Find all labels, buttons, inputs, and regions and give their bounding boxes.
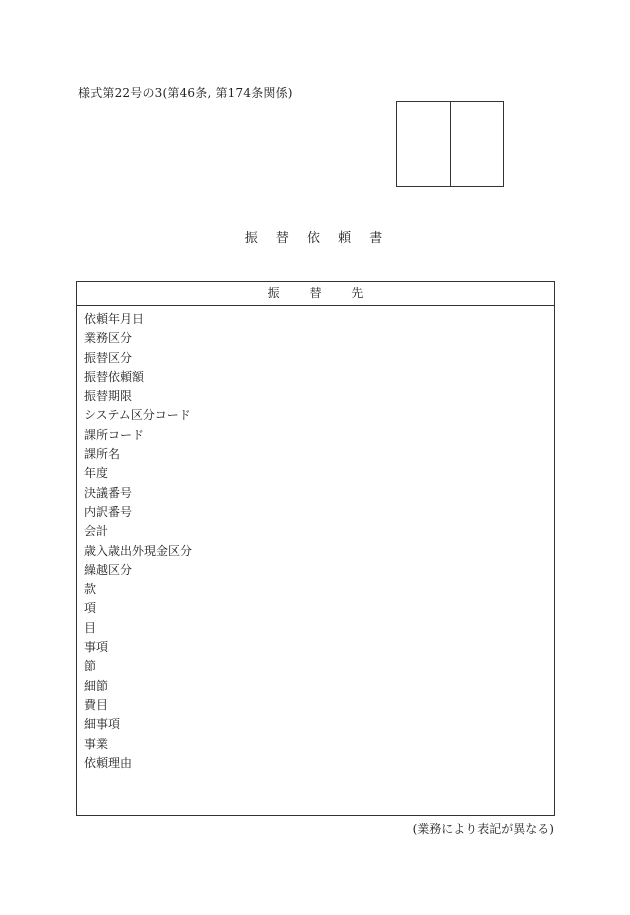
field-transfer-category: 振替区分 <box>84 350 133 365</box>
field-kou: 項 <box>84 601 97 616</box>
field-sai-jikou: 細事項 <box>84 717 121 732</box>
field-transfer-amount: 振替依頼額 <box>84 369 145 384</box>
seal-cell-left <box>397 102 450 186</box>
field-transfer-deadline: 振替期限 <box>84 389 133 404</box>
field-resolution-number: 決議番号 <box>84 485 133 500</box>
seal-cell-right <box>450 102 504 186</box>
field-breakdown-number: 内訳番号 <box>84 504 133 519</box>
seal-box <box>396 101 504 187</box>
field-business-category: 業務区分 <box>84 331 133 346</box>
table-header: 振 替 先 <box>77 282 554 306</box>
field-external-cash-category: 歳入歳出外現金区分 <box>84 543 193 558</box>
field-list <box>77 306 554 773</box>
field-office-name: 課所名 <box>84 447 121 462</box>
field-saisetsu: 細節 <box>84 678 109 693</box>
field-kan: 款 <box>84 582 97 597</box>
document-title: 振 替 依 頼 書 <box>244 231 390 246</box>
field-request-date: 依頼年月日 <box>84 312 145 326</box>
field-jikou: 事項 <box>84 640 109 655</box>
field-office-code: 課所コード <box>84 427 145 442</box>
transfer-destination-table <box>76 281 555 816</box>
field-moku: 目 <box>84 620 97 635</box>
field-account: 会計 <box>84 524 109 539</box>
form-number: 様式第22号の3(第46条, 第174条関係) <box>78 86 293 100</box>
field-fiscal-year: 年度 <box>84 466 109 481</box>
field-carryover-category: 繰越区分 <box>84 562 133 577</box>
footnote: (業務により表記が異なる) <box>412 822 554 836</box>
field-system-category-code: システム区分コード <box>84 408 191 423</box>
field-request-reason: 依頼理由 <box>84 755 133 770</box>
field-jigyou: 事業 <box>84 736 109 751</box>
field-himoku: 費目 <box>84 697 109 712</box>
field-setsu: 節 <box>84 659 97 674</box>
